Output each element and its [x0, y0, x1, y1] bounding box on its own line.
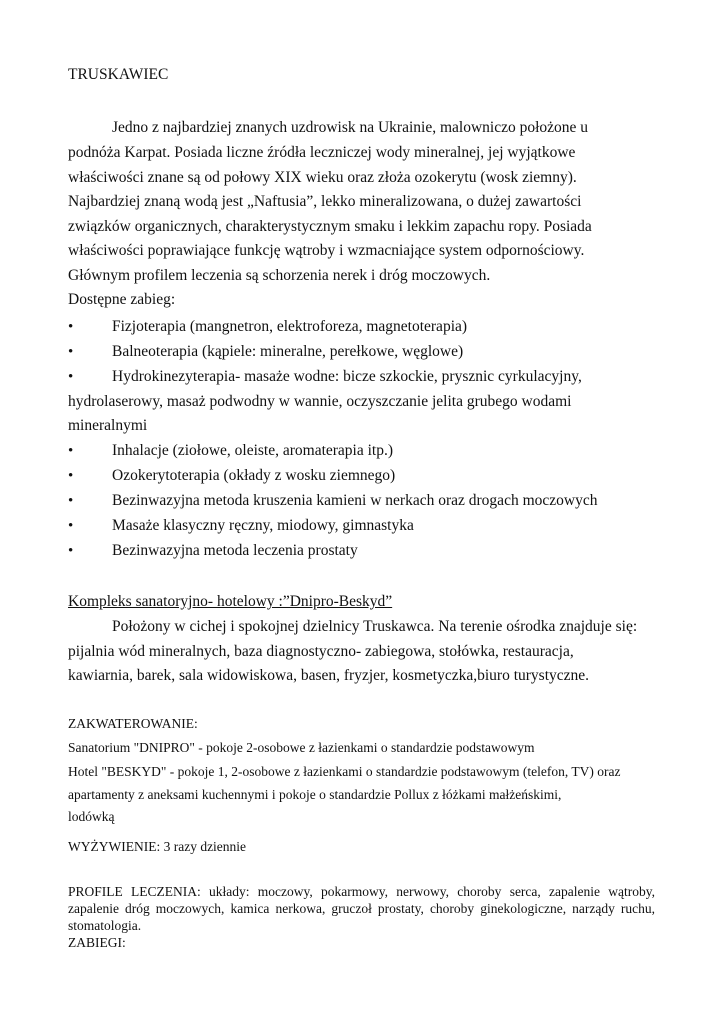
accommodation-line: Sanatorium "DNIPRO" - pokoje 2-osobowe z łazienkami o standardzie podstawowym: [68, 740, 535, 755]
list-item-text: Bezinwazyjna metoda kruszenia kamieni w nerkach oraz drogach moczowych: [112, 492, 598, 509]
bullet-icon: •: [68, 468, 74, 484]
bullet-icon: •: [68, 543, 74, 559]
complex-heading: Kompleks sanatoryjno- hotelowy :”Dnipro-Beskyd”: [68, 593, 393, 610]
bullet-icon: •: [68, 319, 74, 335]
list-item-text: Hydrokinezyterapia- masaże wodne: bicze szkockie, prysznic cyrkulacyjny,: [112, 368, 582, 385]
treatments-heading: Dostępne zabieg:: [68, 291, 176, 308]
accommodation-heading: ZAKWATEROWANIE:: [68, 716, 198, 731]
intro-line: właściwości znane są od połowy XIX wieku oraz złoża ozokerytu (wosk ziemny).: [68, 169, 577, 186]
complex-desc-line: pijalnia wód mineralnych, baza diagnostyczno- zabiegowa, stołówka, restauracja,: [68, 643, 574, 660]
accommodation-line: Hotel "BESKYD" - pokoje 1, 2-osobowe z łazienkami o standardzie podstawowym (telefon, TV) oraz: [68, 764, 621, 779]
intro-line: Głównym profilem leczenia są schorzenia nerek i dróg moczowych.: [68, 267, 491, 284]
list-item-text: Fizjoterapia (mangnetron, elektroforeza, magnetoterapia): [112, 318, 468, 335]
accommodation-line: apartamenty z aneksami kuchennymi i pokoje o standardzie Pollux z łóżkami małżeńskimi,: [68, 787, 562, 802]
intro-line: Jedno z najbardziej znanych uzdrowisk na Ukrainie, malowniczo położone u: [112, 119, 589, 136]
bullet-icon: •: [68, 443, 74, 459]
list-item-continuation: mineralnymi: [68, 417, 148, 434]
treatment-profiles: PROFILE LECZENIA: układy: moczowy, pokarmowy, nerwowy, choroby serca, zapalenie wątroby, zapalenie dróg moczowych, kamica nerkowa, gruczoł prostaty, choroby ginekologiczne, narządy ruchu, stomatologia.: [68, 884, 655, 933]
document-title: TRUSKAWIEC: [68, 66, 169, 83]
list-item-text: Inhalacje (ziołowe, oleiste, aromaterapia itp.): [112, 442, 394, 459]
bullet-icon: •: [68, 344, 74, 360]
bullet-icon: •: [68, 369, 74, 385]
accommodation-line: lodówką: [68, 809, 115, 824]
complex-desc-line: Położony w cichej i spokojnej dzielnicy Truskawca. Na terenie ośrodka znajduje się:: [112, 618, 638, 635]
bullet-icon: •: [68, 518, 74, 534]
intro-line: Najbardziej znaną wodą jest „Naftusia”, lekko mineralizowana, o dużej zawartości: [68, 193, 582, 210]
list-item-text: Balneoterapia (kąpiele: mineralne, perełkowe, węglowe): [112, 343, 464, 360]
meals-info: WYŻYWIENIE: 3 razy dziennie: [68, 839, 247, 854]
intro-line: związków organicznych, charakterystycznym smaku i lekkim zapachu ropy. Posiada: [68, 218, 592, 235]
complex-desc-line: kawiarnia, barek, sala widowiskowa, basen, fryzjer, kosmetyczka,biuro turystyczne.: [68, 667, 590, 684]
procedures-heading: ZABIEGI:: [68, 935, 126, 950]
list-item-text: Ozokerytoterapia (okłady z wosku ziemnego): [112, 467, 396, 484]
intro-line: właściwości poprawiające funkcję wątroby i wzmacniające system odpornościowy.: [68, 242, 585, 259]
list-item-text: Bezinwazyjna metoda leczenia prostaty: [112, 542, 358, 559]
bullet-icon: •: [68, 493, 74, 509]
list-item-text: Masaże klasyczny ręczny, miodowy, gimnastyka: [112, 517, 414, 534]
intro-line: podnóża Karpat. Posiada liczne źródła leczniczej wody mineralnej, jej wyjątkowe: [68, 144, 576, 161]
list-item-continuation: hydrolaserowy, masaż podwodny w wannie, oczyszczanie jelita grubego wodami: [68, 393, 572, 410]
